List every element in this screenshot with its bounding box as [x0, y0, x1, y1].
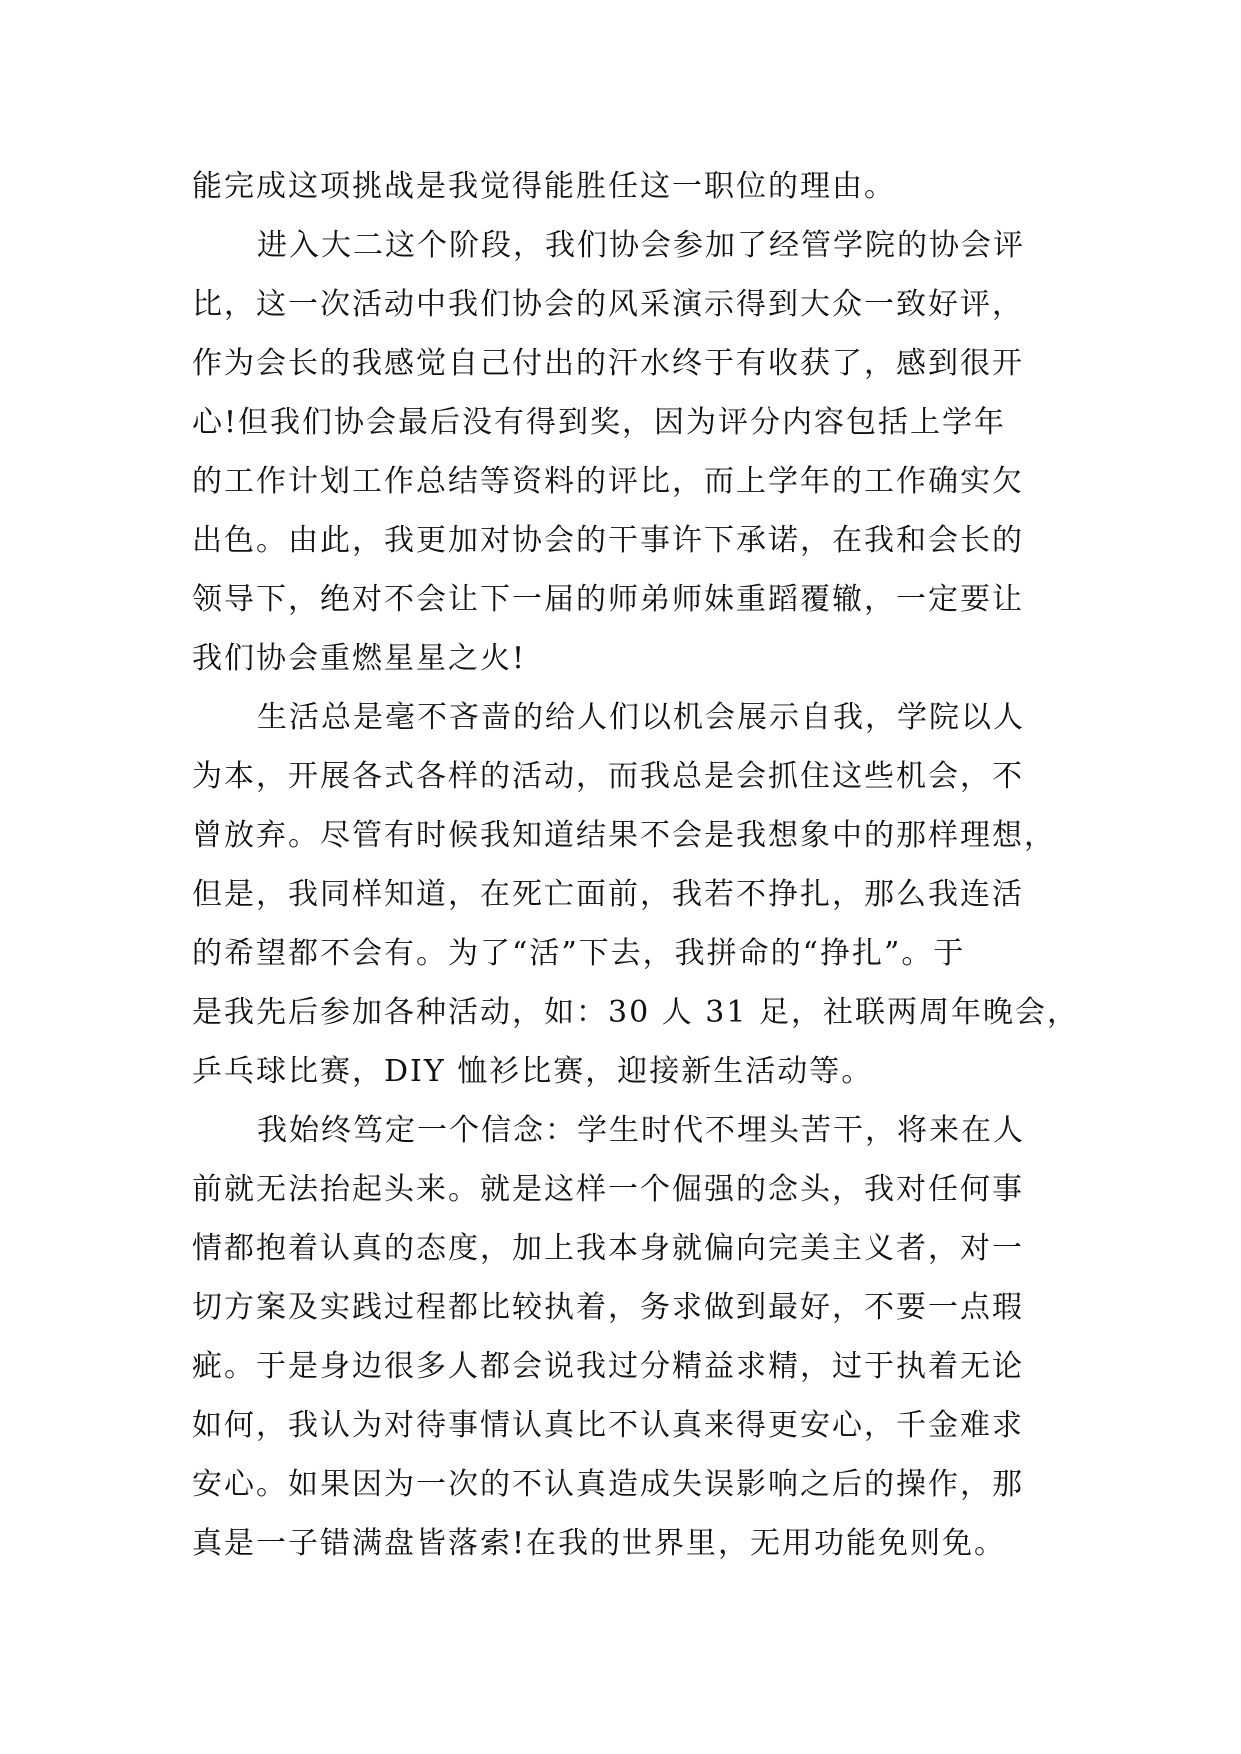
- text-line: 比，这一次活动中我们协会的风采演示得到大众一致好评，: [192, 287, 1024, 322]
- text-line: 是我先后参加各种活动，如：30 人 31 足，社联两周年晚会，: [192, 995, 1079, 1030]
- text-line: 能完成这项挑战是我觉得能胜任这一职位的理由。: [192, 169, 896, 204]
- text-line: 但是，我同样知道，在死亡面前，我若不挣扎，那么我连活: [192, 877, 1024, 912]
- text-line: 前就无法抬起头来。就是这样一个倔强的念头，我对任何事: [192, 1172, 1024, 1207]
- text-line: 真是一子错满盘皆落索!在我的世界里，无用功能免则免。: [192, 1526, 1007, 1561]
- text-line: 的工作计划工作总结等资料的评比，而上学年的工作确实欠: [192, 464, 1024, 499]
- paragraph-first-line: 生活总是毫不吝啬的给人们以机会展示自我，学院以人: [257, 700, 1025, 735]
- text-line: 为本，开展各式各样的活动，而我总是会抓住这些机会，不: [192, 759, 1024, 794]
- text-line: 曾放弃。尽管有时候我知道结果不会是我想象中的那样理想，: [192, 818, 1056, 853]
- text-line: 切方案及实践过程都比较执着，务求做到最好，不要一点瑕: [192, 1290, 1024, 1325]
- text-line: 安心。如果因为一次的不认真造成失误影响之后的操作，那: [192, 1467, 1024, 1502]
- text-line: 情都抱着认真的态度，加上我本身就偏向完美主义者，对一: [192, 1231, 1024, 1266]
- text-line: 出色。由此，我更加对协会的干事许下承诺，在我和会长的: [192, 523, 1024, 558]
- text-line: 的希望都不会有。为了“活”下去，我拼命的“挣扎”。于: [192, 936, 966, 971]
- text-line: 我们协会重燃星星之火!: [192, 641, 527, 676]
- document-body: [192, 157, 1079, 1573]
- text-line: 领导下，绝对不会让下一届的师弟师妹重蹈覆辙，一定要让: [192, 582, 1024, 617]
- text-line: 心!但我们协会最后没有得到奖，因为评分内容包括上学年: [192, 405, 1007, 440]
- paragraph-first-line: 进入大二这个阶段，我们协会参加了经管学院的协会评: [257, 228, 1025, 263]
- text-line: 乒乓球比赛，DIY 恤衫比赛，迎接新生活动等。: [192, 1054, 874, 1089]
- text-line: 如何，我认为对待事情认真比不认真来得更安心，千金难求: [192, 1408, 1024, 1443]
- paragraph-first-line: 我始终笃定一个信念：学生时代不埋头苦干，将来在人: [257, 1113, 1025, 1148]
- text-line: 疵。于是身边很多人都会说我过分精益求精，过于执着无论: [192, 1349, 1024, 1384]
- text-line: 作为会长的我感觉自己付出的汗水终于有收获了，感到很开: [192, 346, 1024, 381]
